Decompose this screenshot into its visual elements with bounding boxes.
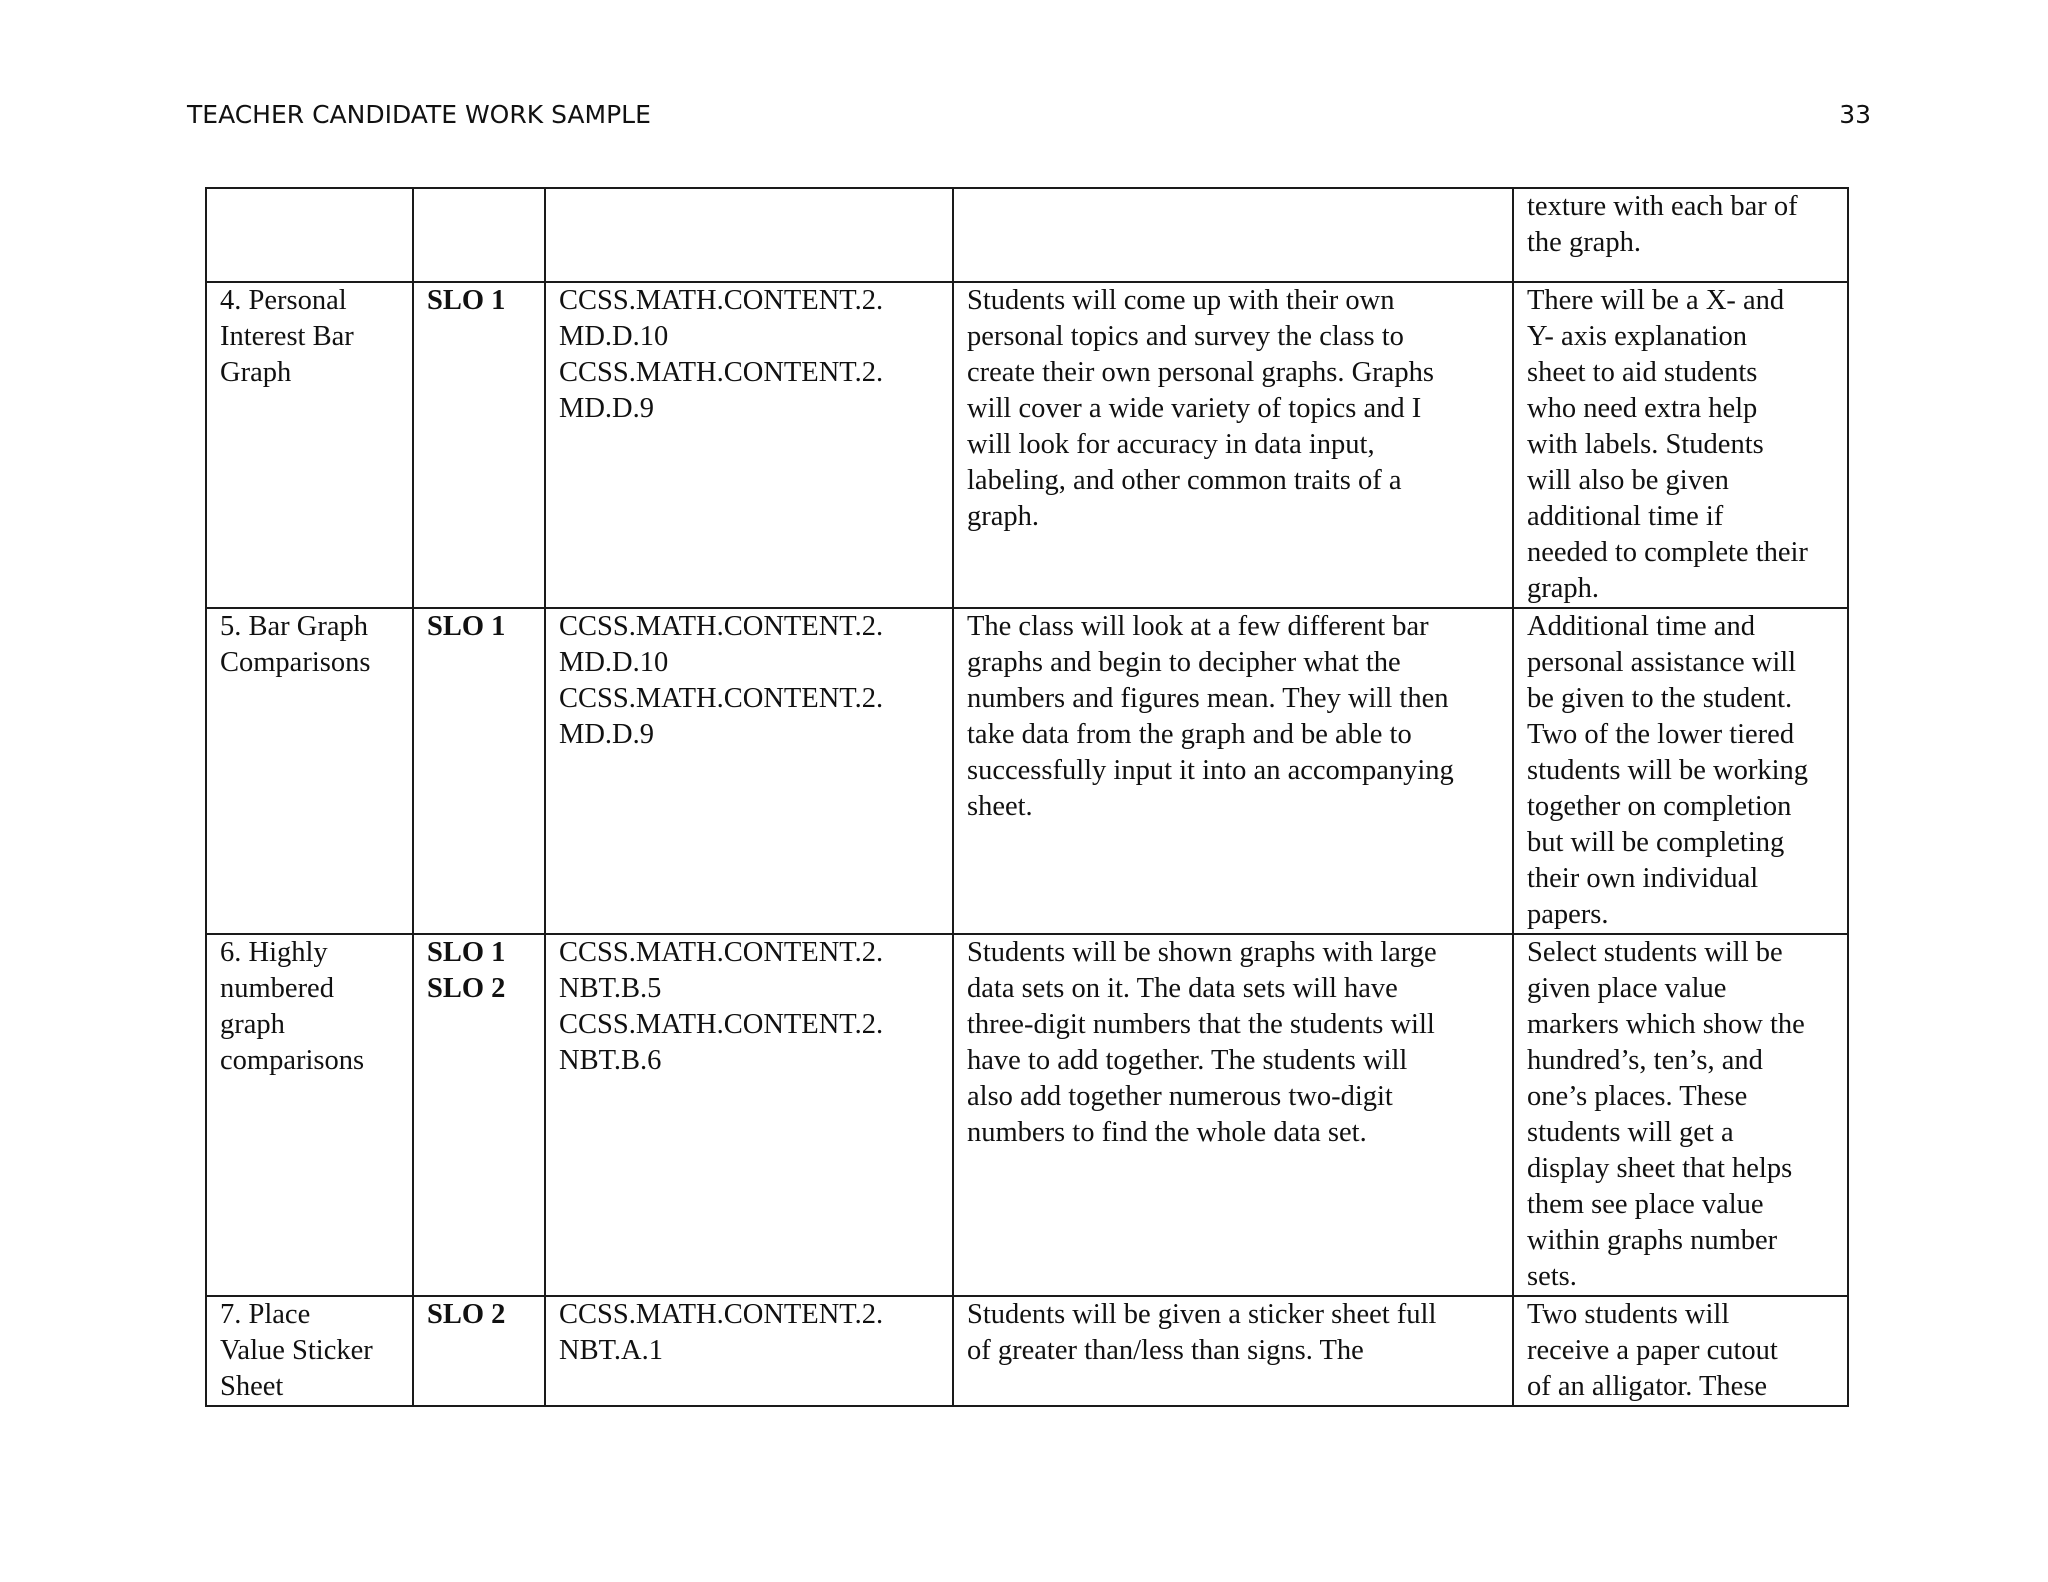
accommodation-line: texture with each bar of — [1527, 191, 1798, 222]
accommodations-cell — [1513, 188, 1848, 282]
slo-cell — [413, 1296, 545, 1406]
accommodation-line: display sheet that helps — [1527, 1153, 1793, 1184]
standards-cell — [545, 282, 953, 608]
table-row — [206, 608, 1848, 934]
slo-cell — [413, 188, 545, 282]
accommodation-line: personal assistance will — [1527, 647, 1797, 678]
accommodation-line: sheet to aid students — [1527, 357, 1758, 388]
activity-cell — [206, 188, 413, 282]
description-line: have to add together. The students will — [967, 1045, 1408, 1076]
standard-code: MD.D.10 — [559, 321, 669, 352]
accommodation-line: Two of the lower tiered — [1527, 719, 1795, 750]
accommodation-line: their own individual — [1527, 863, 1759, 894]
description-line: take data from the graph and be able to — [967, 719, 1412, 750]
standard-code: CCSS.MATH.CONTENT.2. — [559, 1009, 884, 1040]
activity-cell — [206, 608, 413, 934]
activity-line: Sheet — [220, 1371, 284, 1402]
slo-cell — [413, 608, 545, 934]
accommodation-line: sets. — [1527, 1261, 1577, 1292]
slo-cell — [413, 282, 545, 608]
activity-line: numbered — [220, 973, 334, 1004]
slo-cell — [413, 934, 545, 1296]
accommodation-line: receive a paper cutout — [1527, 1335, 1778, 1366]
description-line: graph. — [967, 501, 1040, 532]
accommodation-line: Y- axis explanation — [1527, 321, 1748, 352]
activity-line: Comparisons — [220, 647, 371, 678]
accommodation-line: hundred’s, ten’s, and — [1527, 1045, 1763, 1076]
description-cell — [953, 188, 1513, 282]
table-row — [206, 1296, 1848, 1406]
accommodations-cell — [1513, 934, 1848, 1296]
accommodation-line: given place value — [1527, 973, 1727, 1004]
accommodation-line: will also be given — [1527, 465, 1729, 496]
standard-code: CCSS.MATH.CONTENT.2. — [559, 937, 884, 968]
description-line: three-digit numbers that the students will — [967, 1009, 1435, 1040]
activity-cell — [206, 934, 413, 1296]
standards-cell — [545, 934, 953, 1296]
lesson-plan-table — [205, 187, 1849, 1407]
accommodation-line: Two students will — [1527, 1299, 1730, 1330]
description-cell — [953, 934, 1513, 1296]
activity-line: comparisons — [220, 1045, 365, 1076]
activity-line: 7. Place — [220, 1299, 311, 1330]
description-line: successfully input it into an accompanying — [967, 755, 1454, 786]
standards-cell — [545, 1296, 953, 1406]
standards-cell — [545, 188, 953, 282]
description-line: data sets on it. The data sets will have — [967, 973, 1398, 1004]
accommodation-line: papers. — [1527, 899, 1609, 930]
activity-line: 6. Highly — [220, 937, 328, 968]
standard-code: CCSS.MATH.CONTENT.2. — [559, 357, 884, 388]
activity-line: Value Sticker — [220, 1335, 373, 1366]
slo-label: SLO 2 — [427, 973, 506, 1004]
standard-code: MD.D.10 — [559, 647, 669, 678]
accommodation-line: of an alligator. These — [1527, 1371, 1768, 1402]
accommodation-line: with labels. Students — [1527, 429, 1764, 460]
description-cell — [953, 282, 1513, 608]
standard-code: MD.D.9 — [559, 393, 655, 424]
description-line: will cover a wide variety of topics and I — [967, 393, 1422, 424]
activity-cell — [206, 282, 413, 608]
description-cell — [953, 608, 1513, 934]
description-line: will look for accuracy in data input, — [967, 429, 1375, 460]
standard-code: CCSS.MATH.CONTENT.2. — [559, 285, 884, 316]
description-line: labeling, and other common traits of a — [967, 465, 1402, 496]
standard-code: CCSS.MATH.CONTENT.2. — [559, 611, 884, 642]
standard-code: NBT.B.5 — [559, 973, 662, 1004]
description-line: numbers to find the whole data set. — [967, 1117, 1367, 1148]
accommodation-line: students will get a — [1527, 1117, 1734, 1148]
accommodation-line: needed to complete their — [1527, 537, 1808, 568]
description-line: numbers and figures mean. They will then — [967, 683, 1449, 714]
description-line: graphs and begin to decipher what the — [967, 647, 1401, 678]
running-header-title: TEACHER CANDIDATE WORK SAMPLE — [187, 100, 651, 129]
description-cell — [953, 1296, 1513, 1406]
accommodation-line: the graph. — [1527, 227, 1641, 258]
description-line: Students will be given a sticker sheet full — [967, 1299, 1437, 1330]
accommodation-line: additional time if — [1527, 501, 1724, 532]
table-row — [206, 934, 1848, 1296]
description-line: The class will look at a few different bar — [967, 611, 1429, 642]
accommodation-line: students will be working — [1527, 755, 1809, 786]
description-line: Students will be shown graphs with large — [967, 937, 1437, 968]
activity-line: 5. Bar Graph — [220, 611, 368, 642]
accommodations-cell — [1513, 282, 1848, 608]
description-line: also add together numerous two-digit — [967, 1081, 1393, 1112]
activity-line: 4. Personal — [220, 285, 347, 316]
accommodation-line: them see place value — [1527, 1189, 1764, 1220]
lesson-plan-table-body — [206, 188, 1848, 1406]
standard-code: CCSS.MATH.CONTENT.2. — [559, 683, 884, 714]
activity-cell — [206, 1296, 413, 1406]
description-line: create their own personal graphs. Graphs — [967, 357, 1434, 388]
standards-cell — [545, 608, 953, 934]
accommodation-line: together on completion — [1527, 791, 1792, 822]
slo-label: SLO 2 — [427, 1299, 506, 1330]
activity-line: Interest Bar — [220, 321, 354, 352]
slo-label: SLO 1 — [427, 611, 506, 642]
accommodation-line: one’s places. These — [1527, 1081, 1748, 1112]
table-row — [206, 282, 1848, 608]
accommodation-line: Additional time and — [1527, 611, 1755, 642]
table-row — [206, 188, 1848, 282]
accommodation-line: There will be a X- and — [1527, 285, 1785, 316]
activity-line: Graph — [220, 357, 292, 388]
description-line: of greater than/less than signs. The — [967, 1335, 1364, 1366]
accommodation-line: be given to the student. — [1527, 683, 1793, 714]
accommodation-line: but will be completing — [1527, 827, 1785, 858]
standard-code: NBT.A.1 — [559, 1335, 663, 1366]
accommodation-line: graph. — [1527, 573, 1600, 604]
accommodation-line: markers which show the — [1527, 1009, 1805, 1040]
accommodations-cell — [1513, 608, 1848, 934]
slo-label: SLO 1 — [427, 285, 506, 316]
page-number: 33 — [1839, 100, 1871, 129]
standard-code: NBT.B.6 — [559, 1045, 662, 1076]
description-line: Students will come up with their own — [967, 285, 1395, 316]
accommodation-line: within graphs number — [1527, 1225, 1778, 1256]
standard-code: MD.D.9 — [559, 719, 655, 750]
slo-label: SLO 1 — [427, 937, 506, 968]
description-line: personal topics and survey the class to — [967, 321, 1404, 352]
activity-line: graph — [220, 1009, 285, 1040]
description-line: sheet. — [967, 791, 1033, 822]
accommodations-cell — [1513, 1296, 1848, 1406]
accommodation-line: Select students will be — [1527, 937, 1783, 968]
accommodation-line: who need extra help — [1527, 393, 1758, 424]
standard-code: CCSS.MATH.CONTENT.2. — [559, 1299, 884, 1330]
